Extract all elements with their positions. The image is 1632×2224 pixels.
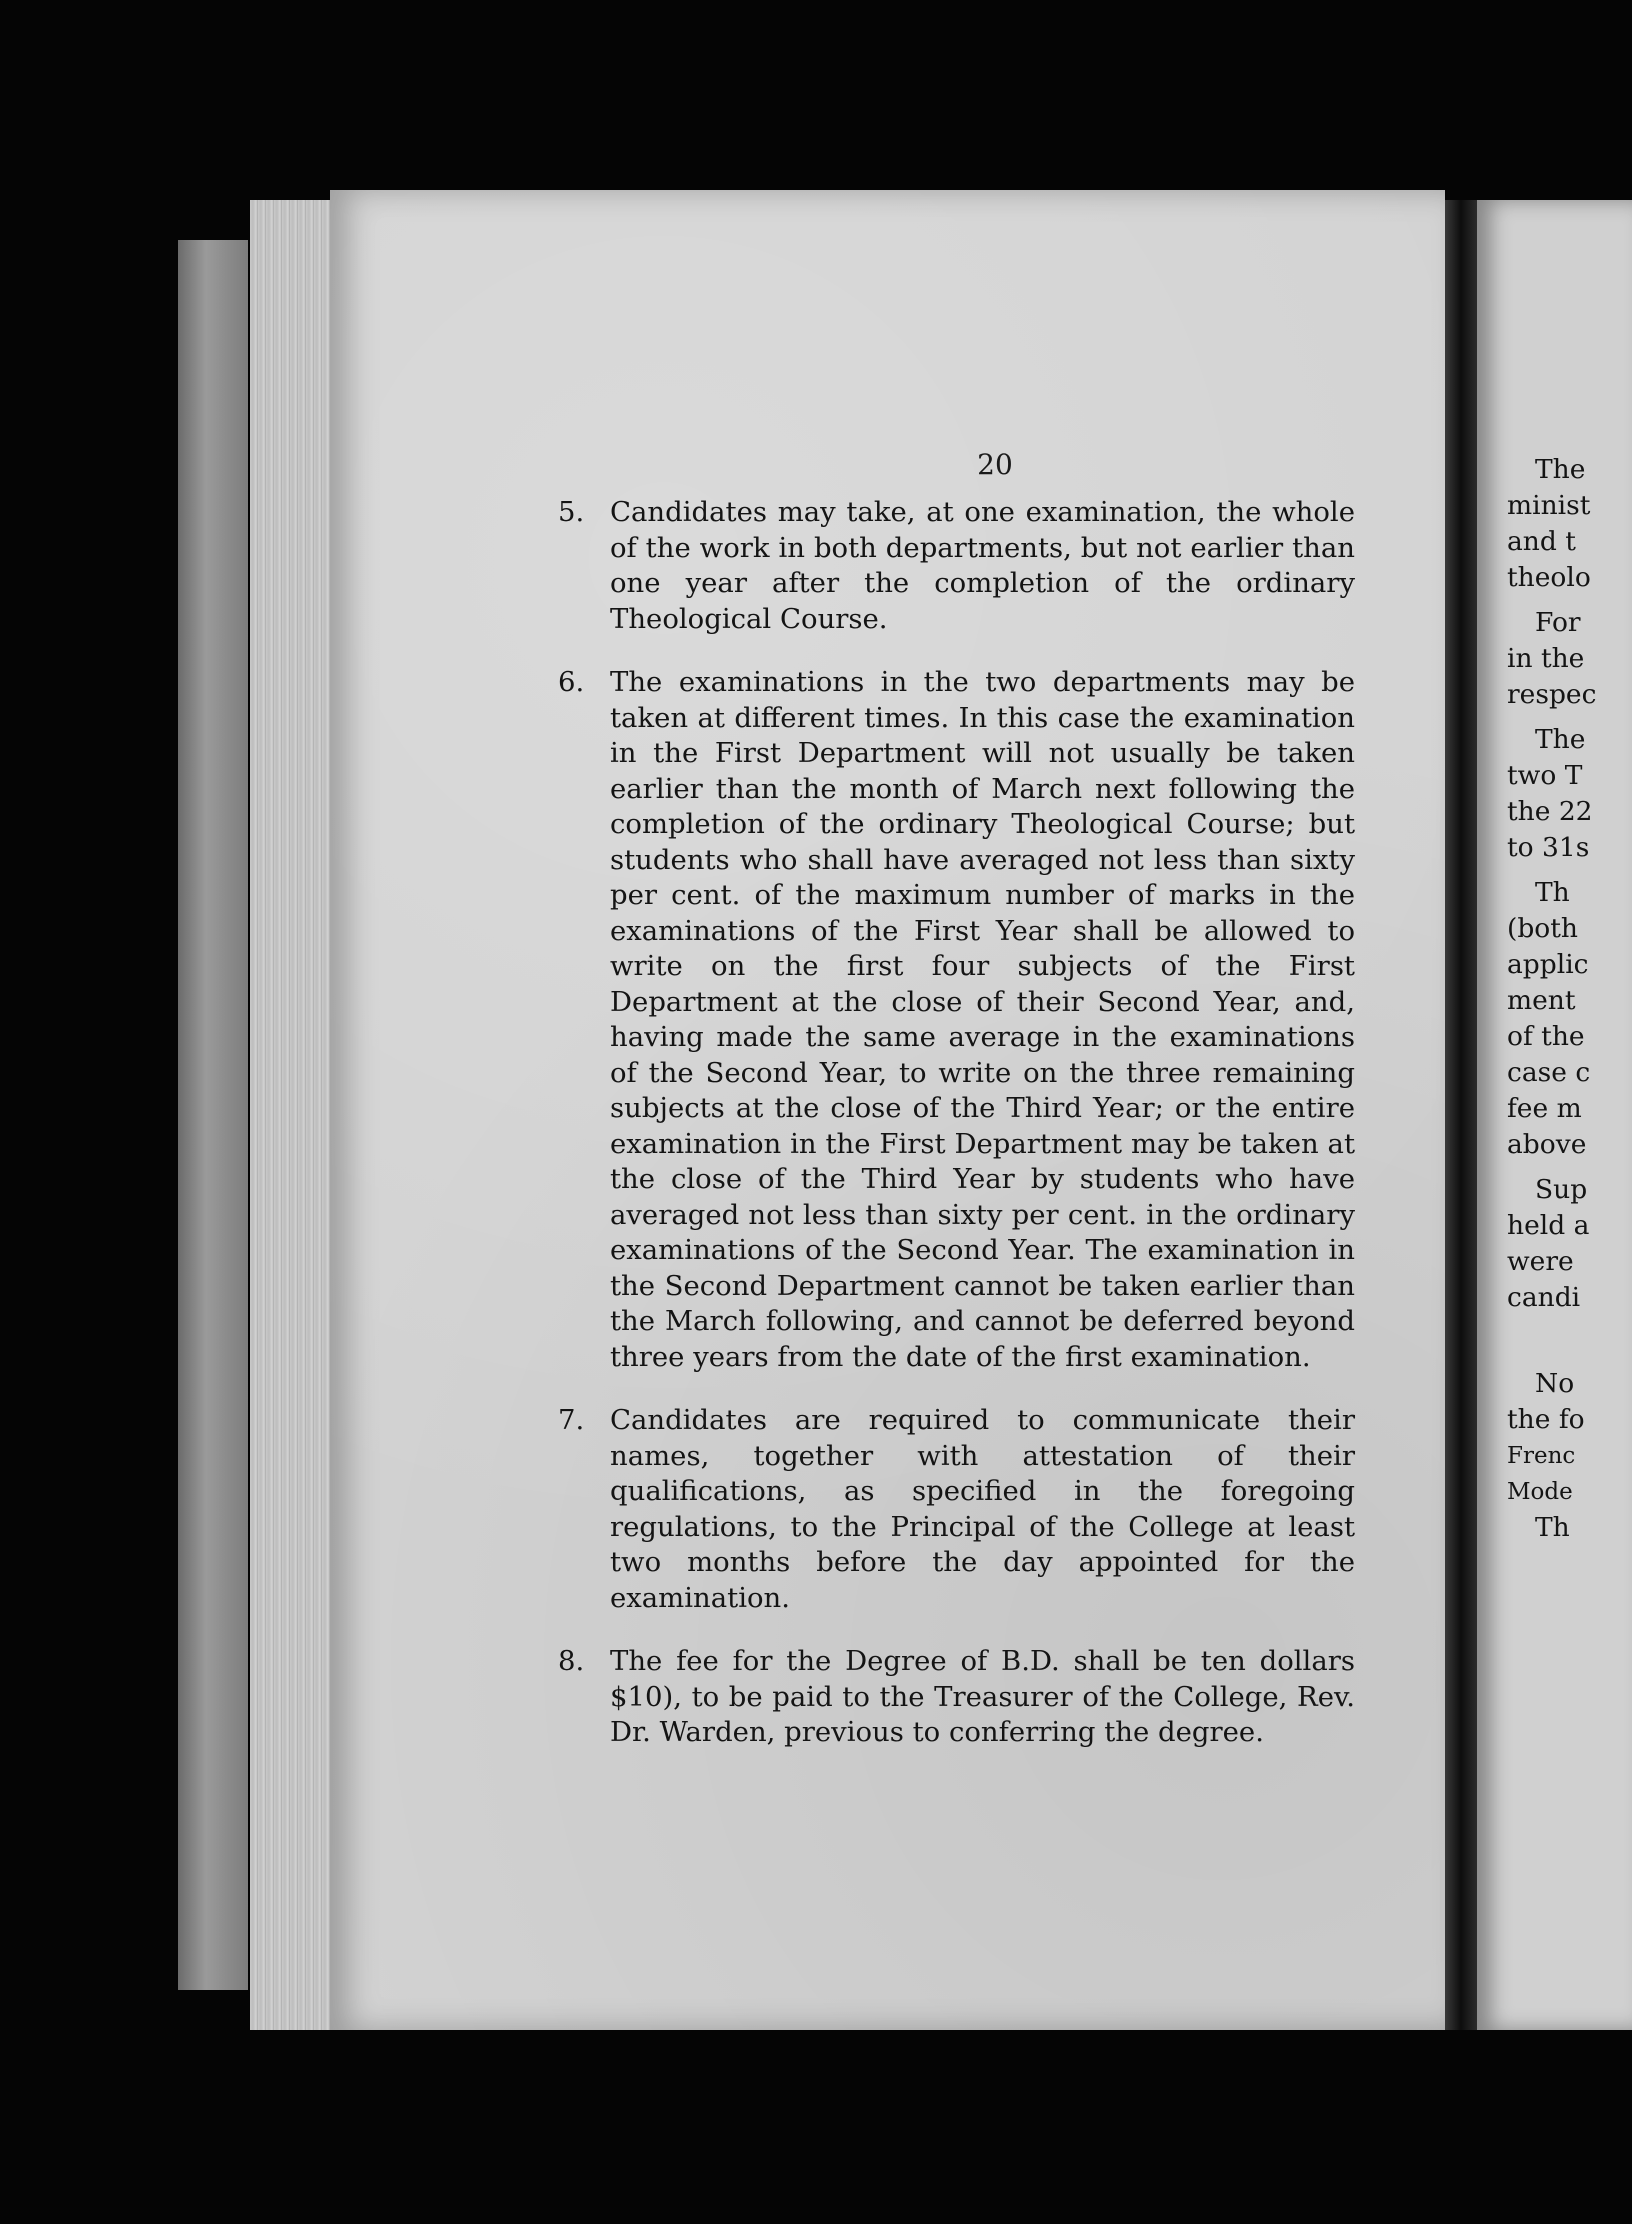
page-body bbox=[558, 495, 1355, 1751]
item-number: 7. bbox=[558, 1404, 585, 1436]
item-text: The fee for the Degree of B.D. shall be ten dollars $10), to be paid to the Treasurer of the College, Rev. Dr. Warden, previous to conferring the degree. bbox=[610, 1645, 1355, 1748]
right-page-line: No bbox=[1535, 1368, 1575, 1399]
right-page-line: of the bbox=[1507, 1021, 1585, 1052]
right-page-line: held a bbox=[1507, 1210, 1590, 1241]
right-page-line: theolo bbox=[1507, 562, 1591, 593]
right-page-line: ment bbox=[1507, 985, 1576, 1016]
item-text: The examinations in the two departments may be taken at different times. In this case the examination in the First Department will not usually be taken earlier than the month of March next following the completion of the ordinary Theological Course; but students who shall have averaged not less than sixty per cent. of the maximum number of marks in the examinations of the First Year shall be allowed to write on the first four subjects of the First Department at the close of their Second Year, and, having made the same average in the examinations of the Second Year, to write on the three remaining subjects at the close of the Third Year; or the entire examination in the First Department may be taken at the close of the Third Year by students who have averaged not less than sixty per cent. in the ordinary examinations of the Second Year. The examination in the Second Department cannot be taken earlier than the March following, and cannot be deferred beyond three years from the date of the first examination. bbox=[610, 666, 1355, 1373]
right-page-line: minist bbox=[1507, 490, 1591, 521]
page-number: 20 bbox=[977, 448, 1013, 481]
book-edge-outer bbox=[178, 240, 248, 1990]
right-page-line: Th bbox=[1535, 877, 1570, 908]
right-page-line: the 22 bbox=[1507, 796, 1593, 827]
right-page-line: applic bbox=[1507, 949, 1589, 980]
right-page-line: Sup bbox=[1535, 1174, 1588, 1205]
right-page bbox=[1477, 200, 1632, 2030]
item-number: 8. bbox=[558, 1645, 585, 1677]
right-page-line: The bbox=[1535, 724, 1586, 755]
right-page-line: case c bbox=[1507, 1057, 1591, 1088]
right-page-line: (both bbox=[1507, 913, 1578, 944]
book-page-edges bbox=[250, 200, 340, 2030]
right-page-line: to 31s bbox=[1507, 832, 1590, 863]
right-page-line: The bbox=[1535, 454, 1586, 485]
item-text: Candidates may take, at one examination, the whole of the work in both departments, but not earlier than one year after the completion of the ordinary Theological Course. bbox=[610, 496, 1355, 635]
regulation-item-8 bbox=[558, 1644, 1355, 1751]
right-page-line: Mode bbox=[1507, 1479, 1573, 1505]
right-page-line: the fo bbox=[1507, 1404, 1585, 1435]
right-page-line: and t bbox=[1507, 526, 1576, 557]
right-page-line: respec bbox=[1507, 679, 1597, 710]
item-number: 6. bbox=[558, 666, 585, 698]
right-page-line: For bbox=[1535, 607, 1581, 638]
regulation-item-5 bbox=[558, 495, 1355, 637]
right-page-line: two T bbox=[1507, 760, 1583, 791]
right-page-line: candi bbox=[1507, 1282, 1581, 1313]
item-text: Candidates are required to communicate their names, together with attestation of their qualifications, as specified in the foregoing regulations, to the Principal of the College at least two months before the day appointed for the examination. bbox=[610, 1404, 1355, 1614]
book-gutter bbox=[1445, 200, 1477, 2030]
regulation-item-6 bbox=[558, 665, 1355, 1375]
right-page-line: in the bbox=[1507, 643, 1585, 674]
right-page-line: Frenc bbox=[1507, 1443, 1576, 1469]
right-page-line: above bbox=[1507, 1129, 1587, 1160]
right-page-line: fee m bbox=[1507, 1093, 1582, 1124]
right-page-line: Th bbox=[1535, 1512, 1570, 1543]
item-number: 5. bbox=[558, 496, 585, 528]
regulation-item-7 bbox=[558, 1403, 1355, 1616]
right-page-line: were bbox=[1507, 1246, 1574, 1277]
